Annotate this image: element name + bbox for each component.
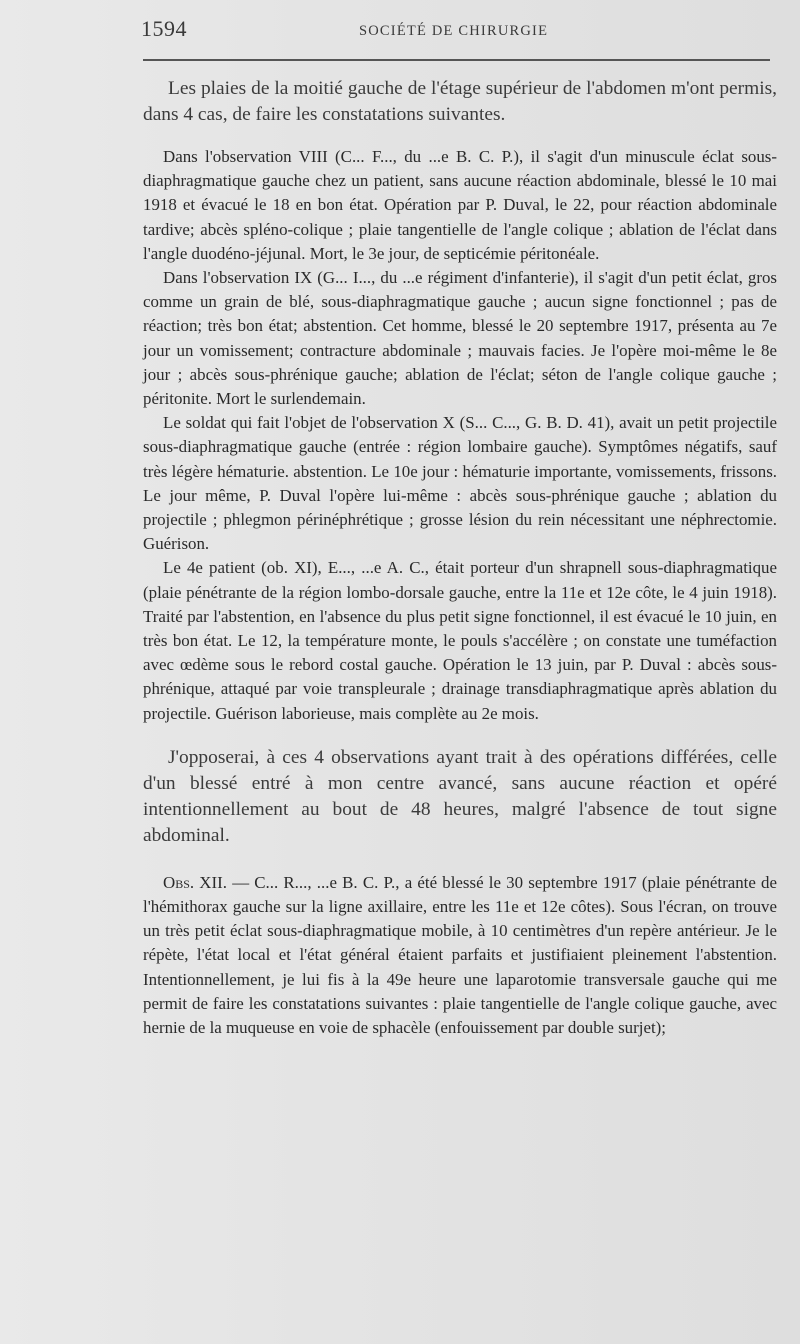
- page-body: [143, 76, 777, 1040]
- observation-9-paragraph: Dans l'observation IX (G... I..., du ...e régiment d'infanterie), il s'agit d'un petit éclat, gros comme un grain de blé, sous-diaphragmatique gauche ; aucun signe fonctionnel ; pas de réaction; très bon état; abstention. Cet homme, blessé le 20 septembre 1917, présenta au 7e jour un vomissement; contracture abdominale ; mauvais facies. Je l'opère moi-même le 8e jour ; abcès sous-phrénique gauche; ablation de l'éclat; séton de l'angle colique gauche ; péritonite. Mort le surlendemain.: [143, 268, 777, 409]
- observation-10-paragraph: Le soldat qui fait l'objet de l'observation X (S... C..., G. B. D. 41), avait un petit projectile sous-diaphragmatique gauche (entrée : région lombaire gauche). Symptômes négatifs, sauf très légère hématurie. abstention. Le 10e jour : hématurie importante, vomissements, frissons. Le jour même, P. Duval l'opère lui-même : abcès sous-phrénique gauche ; ablation du projectile ; phlegmon périnéphrétique ; grosse lésion du rein nécessitant une néphrectomie. Guérison.: [143, 413, 777, 554]
- paragraph-spacer: [143, 849, 777, 871]
- observation-12-text: — C... R..., ...e B. C. P., a été blessé le 30 septembre 1917 (plaie pénétrante de l'hémithorax gauche sur la ligne axillaire, entre les 11e et 12e côtes). Sous l'écran, on trouve un très petit éclat sous-diaphragmatique mobile, à 10 centimètres d'un repère antérieur. Je le répète, l'état local et l'état général étaient parfaits et justifiaient pleinement l'abstention. Intentionnellement, je lui fis à la 49e heure une laparotomie transversale gauche qui me permit de faire les constatations suivantes : plaie tangentielle de l'angle colique gauche, avec hernie de la muqueuse en voie de sphacèle (enfouissement par double surjet);: [143, 872, 777, 1038]
- paragraph-spacer: [143, 128, 777, 145]
- journal-title: SOCIÉTÉ DE CHIRURGIE: [359, 23, 549, 39]
- page-number: 1594: [141, 16, 187, 41]
- header-rule: [143, 59, 770, 61]
- observation-8-paragraph: Dans l'observation VIII (C... F..., du ...e B. C. P.), il s'agit d'un minuscule éclat sous-diaphragmatique gauche chez un patient, sans aucune réaction abdominale, blessé le 10 mai 1918 et évacué le 18 en bon état. Opération par P. Duval, le 22, pour réaction abdominale tardive; abcès spléno-colique ; plaie tangentielle de l'angle colique ; ablation de l'éclat dans l'angle duodéno-jéjunal. Mort, le 3e jour, de septicémie péritonéale.: [143, 147, 777, 263]
- running-head: [141, 16, 781, 46]
- opposition-paragraph: J'opposerai, à ces 4 observations ayant trait à des opérations différées, celle d'un blessé entré à mon centre avancé, sans aucune réaction et opéré intentionnellement au bout de 48 heures, malgré l'absence de tout signe abdominal.: [143, 746, 777, 846]
- observation-12-paragraph: [143, 871, 777, 1040]
- intro-paragraph: Les plaies de la moitié gauche de l'étage supérieur de l'abdomen m'ont permis, dans 4 cas, de faire les constatations suivantes.: [143, 78, 777, 125]
- observation-11-paragraph: Le 4e patient (ob. XI), E..., ...e A. C., était porteur d'un shrapnell sous-diaphragmatique (plaie pénétrante de la région lombo-dorsale gauche, entre la 11e et 12e côte, le 4 juin 1918). Traité par l'abstention, en l'absence du plus petit signe fonctionnel, il est évacué le 10 juin, en très bon état. Le 12, la température monte, le pouls s'accélère ; on constate une tuméfaction avec œdème sous le rebord costal gauche. Opération le 13 juin, par P. Duval : abcès sous-phrénique, attaqué par voie transpleurale ; drainage transdiaphragmatique après ablation du projectile. Guérison laborieuse, mais complète au 2e mois.: [143, 558, 777, 723]
- paragraph-spacer: [143, 726, 777, 745]
- observation-12-label: Obs. XII.: [163, 872, 227, 892]
